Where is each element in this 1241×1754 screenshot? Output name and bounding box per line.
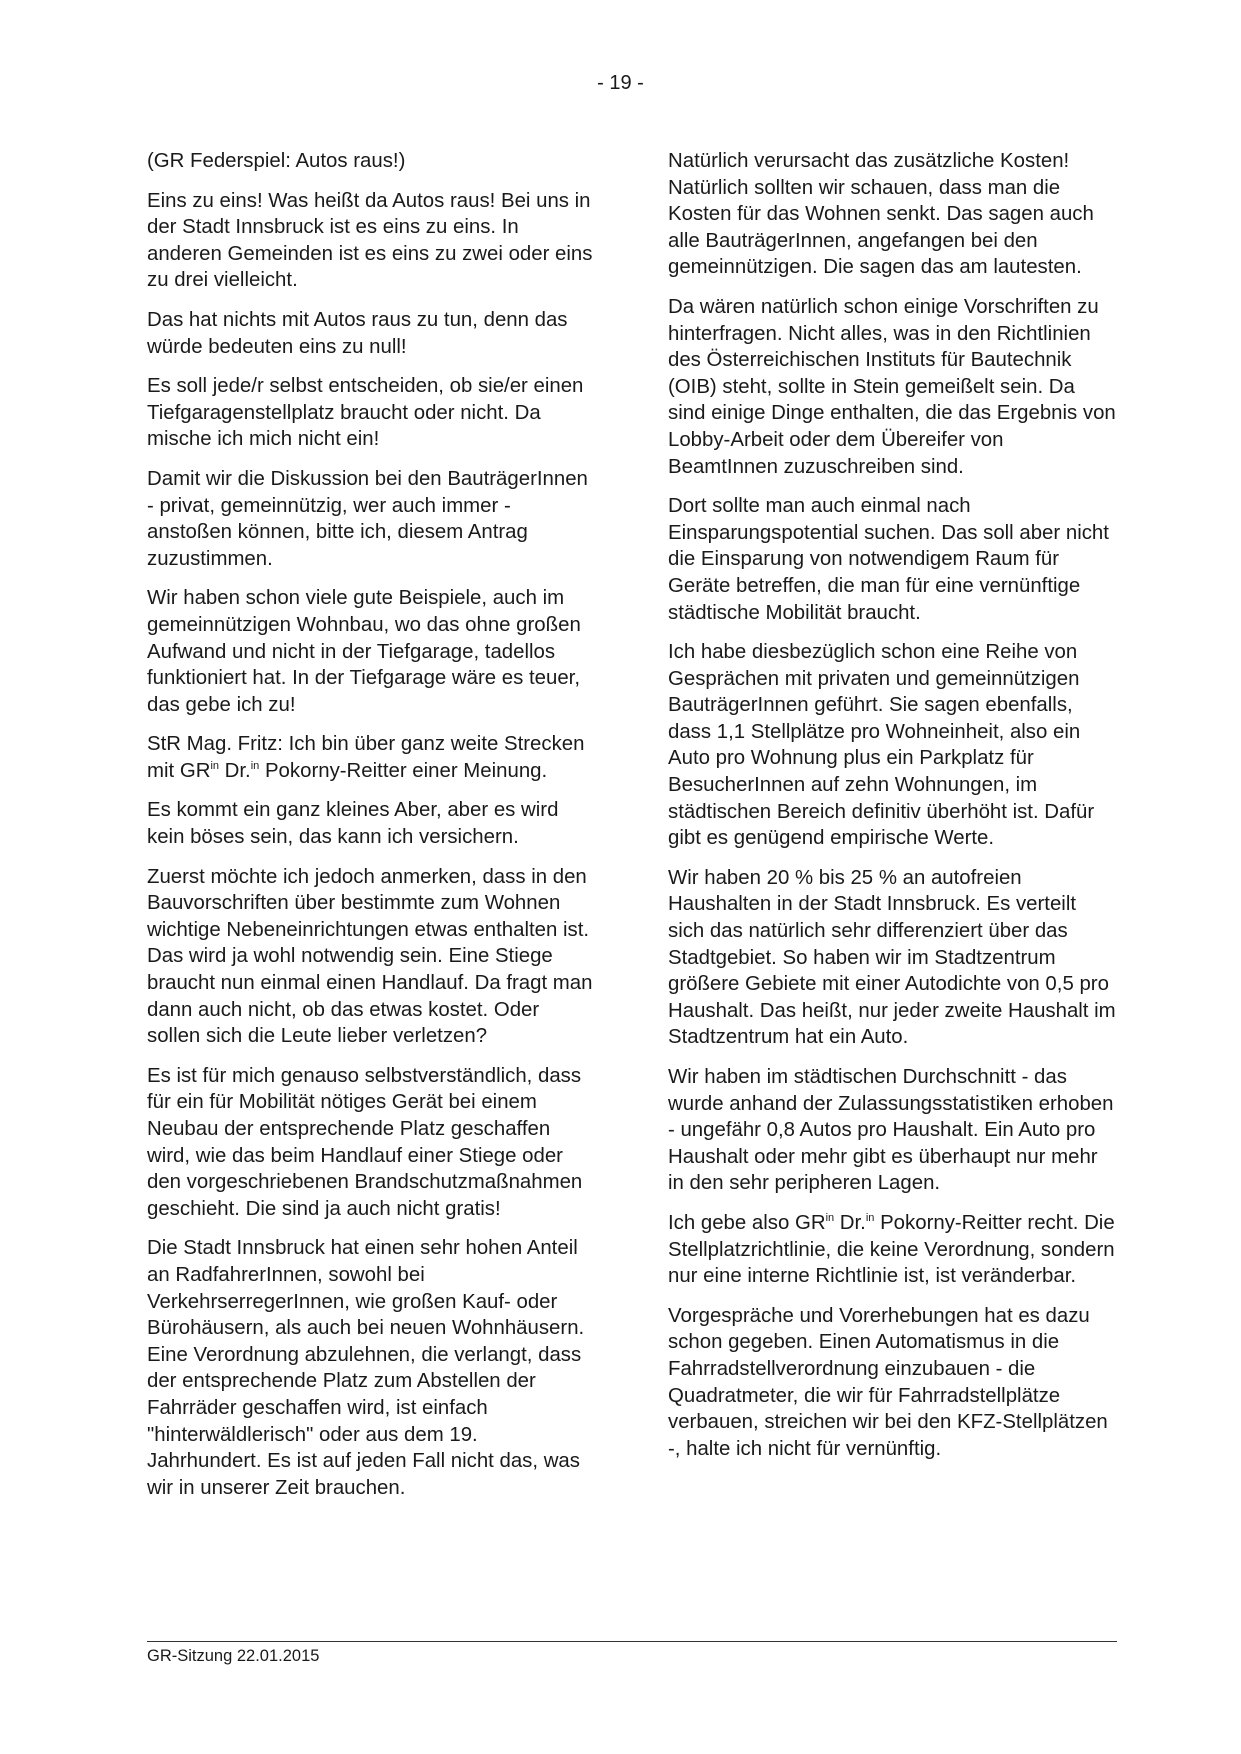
superscript: in (865, 1211, 875, 1224)
paragraph: Es soll jede/r selbst entscheiden, ob sie/er einen Tiefgaragenstellplatz braucht oder nicht. Da mische ich mich nicht ein! (147, 375, 584, 451)
paragraph: Eins zu eins! Was heißt da Autos raus! Bei uns in der Stadt Innsbruck ist es eins zu eins. In anderen Gemeinden ist es eins zu zwei oder eins zu drei vielleicht. (147, 189, 593, 292)
paragraph: Wir haben 20 % bis 25 % an autofreien Haushalten in der Stadt Innsbruck. Es verteilt sich das natürlich sehr differenziert über das Stadtgebiet. So haben wir im Stadtzentrum größere Gebiete mit einer Autodichte von 0,5 pro Haushalt. Das heißt, nur jeder zweite Haushalt im Stadtzentrum hat ein Auto. (668, 866, 1116, 1049)
paragraph: Das hat nichts mit Autos raus zu tun, denn das würde bedeuten eins zu null! (147, 308, 568, 358)
paragraph: Da wären natürlich schon einige Vorschriften zu hinterfragen. Nicht alles, was in den Richtlinien des Österreichischen Instituts für Bautechnik (OIB) steht, sollte in Stein gemeißelt sein. Da sind einige Dinge enthalten, die das Ergebnis von Lobby-Arbeit oder dem Übereifer von BeamtInnen zuzuschreiben sind. (668, 295, 1116, 478)
text-run: Pokorny-Reitter einer Meinung. (259, 759, 548, 782)
paragraph: (GR Federspiel: Autos raus!) (147, 150, 406, 172)
paragraph: Damit wir die Diskussion bei den BauträgerInnen - privat, gemeinnützig, wer auch immer - anstoßen können, bitte ich, diesem Antrag zuzustimmen. (147, 467, 588, 570)
superscript: in (250, 759, 260, 772)
text-run: Dr. (219, 759, 251, 782)
left-column (147, 148, 595, 1514)
text-run: Pokorny-Reitter recht. Die Stellplatzrichtlinie, die keine Verordnung, sondern nur eine interne Richtlinie ist, ist veränderbar. (668, 1211, 1115, 1288)
paragraph: Dort sollte man auch einmal nach Einsparungspotential suchen. Das soll aber nicht die Einsparung von notwendigem Raum für Geräte betreffen, die man für eine vernünftige städtische Mobilität braucht. (668, 495, 1109, 624)
paragraph: Wir haben schon viele gute Beispiele, auch im gemeinnützigen Wohnbau, wo das ohne großen Aufwand und nicht in der Tiefgarage, tadellos funktioniert hat. In der Tiefgarage wäre es teuer, das gebe ich zu! (147, 587, 581, 716)
superscript: in (210, 759, 219, 772)
text-run: Dr. (834, 1211, 866, 1234)
paragraph: Es ist für mich genauso selbstverständlich, dass für ein für Mobilität nötiges Gerät bei einem Neubau der entsprechende Platz geschaffen wird, wie das beim Handlauf einer Stiege oder den vorgeschriebenen Brandschutzmaßnahmen geschieht. Die sind ja auch nicht gratis! (147, 1064, 583, 1220)
paragraph: Vorgespräche und Vorerhebungen hat es dazu schon gegeben. Einen Automatismus in die Fahrradstellverordnung einzubauen - die Quadratmeter, die wir für Fahrradstellplätze verbauen, streichen wir bei den KFZ-Stellplätzen -, halte ich nicht für vernünftig. (668, 1304, 1108, 1460)
paragraph: Natürlich verursacht das zusätzliche Kosten! Natürlich sollten wir schauen, dass man die Kosten für das Wohnen senkt. Das sagen auch alle BauträgerInnen, angefangen bei den gemeinnützigen. Die sagen das am lautesten. (668, 150, 1094, 279)
paragraph: Ich habe diesbezüglich schon eine Reihe von Gesprächen mit privaten und gemeinnützigen BauträgerInnen geführt. Sie sagen ebenfalls, dass 1,1 Stellplätze pro Wohneinheit, also ein Auto pro Wohnung plus ein Parkplatz für BesucherInnen auf zehn Wohnungen, im städtischen Bereich definitiv überhöht ist. Dafür gibt es genügend empirische Werte. (668, 641, 1095, 850)
speaker-name: StR Mag. Fritz (147, 733, 278, 756)
paragraph: Wir haben im städtischen Durchschnitt - das wurde anhand der Zulassungsstatistiken erhoben - ungefähr 0,8 Autos pro Haushalt. Ein Auto pro Haushalt oder mehr gibt es überhaupt nur mehr in den sehr peripheren Lagen. (668, 1066, 1114, 1195)
paragraph (668, 1210, 1116, 1290)
text-run: Ich gebe also GR (668, 1211, 826, 1234)
paragraph: Es kommt ein ganz kleines Aber, aber es wird kein böses sein, das kann ich versichern. (147, 799, 559, 849)
page-number: - 19 - (597, 72, 644, 94)
superscript: in (825, 1211, 835, 1224)
paragraph: Die Stadt Innsbruck hat einen sehr hohen Anteil an RadfahrerInnen, sowohl bei VerkehrserregerInnen, wie großen Kauf- oder Bürohäusern, als auch bei neuen Wohnhäusern. Eine Verordnung abzulehnen, die verlangt, dass der entsprechende Platz zum Abstellen der Fahrräder geschaffen wird, ist einfach "hinterwäldlerisch" oder aus dem 19. Jahrhundert. Es ist auf jeden Fall nicht das, was wir in unserer Zeit brauchen. (147, 1237, 585, 1499)
right-column (668, 148, 1116, 1475)
paragraph: Zuerst möchte ich jedoch anmerken, dass in den Bauvorschriften über bestimmte zum Wohnen wichtige Nebeneinrichtungen etwas enthalten ist. Das wird ja wohl notwendig sein. Eine Stiege braucht nun einmal einen Handlauf. Da fragt man dann auch nicht, ob das etwas kostet. Oder sollen sich die Leute lieber verletzen? (147, 865, 593, 1048)
footer-session-date: GR-Sitzung 22.01.2015 (147, 1647, 320, 1665)
text-run: : Ich bin über ganz weite Strecken mit GR (147, 733, 585, 782)
speaker-paragraph (147, 731, 595, 784)
footer-divider (147, 1641, 1117, 1642)
